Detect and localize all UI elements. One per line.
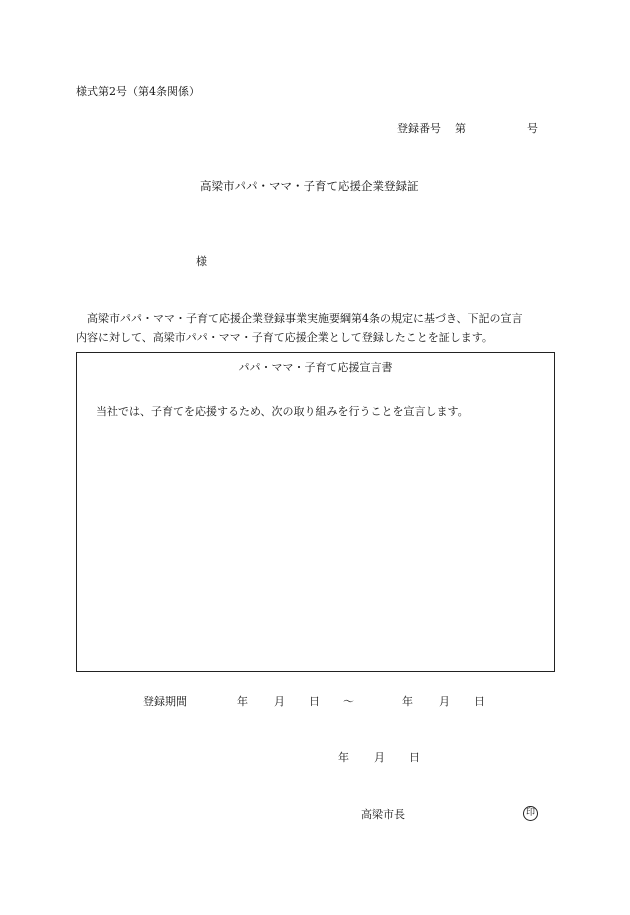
period-separator: ～ <box>343 695 354 708</box>
registration-number-label: 登録番号 <box>397 122 441 135</box>
body-text-line-2: 内容に対して、高梁市パパ・ママ・子育て応援企業として登録したことを証します。 <box>76 331 493 344</box>
period-start-day: 日 <box>309 695 320 708</box>
period-start-year: 年 <box>237 695 248 708</box>
declaration-box <box>76 352 555 672</box>
addressee-suffix: 様 <box>196 255 207 268</box>
mayor-signature-label: 高梁市長 <box>361 808 405 821</box>
registration-number-dai: 第 <box>455 122 466 135</box>
period-start-month: 月 <box>274 695 285 708</box>
declaration-text: 当社では、子育てを応援するため、次の取り組みを行うことを宣言します。 <box>96 405 469 418</box>
period-end-day: 日 <box>474 695 485 708</box>
period-end-month: 月 <box>439 695 450 708</box>
issue-date-day: 日 <box>409 751 420 764</box>
declaration-title: パパ・ママ・子育て応援宣言書 <box>238 361 393 374</box>
body-text-line-1: 高梁市パパ・ママ・子育て応援企業登録事業実施要綱第4条の規定に基づき、下記の宣言 <box>87 312 523 325</box>
form-number: 様式第2号（第4条関係） <box>76 85 200 98</box>
issue-date-month: 月 <box>374 751 385 764</box>
seal-icon: 印 <box>523 806 538 821</box>
certificate-title: 高梁市パパ・ママ・子育て応援企業登録証 <box>200 179 419 193</box>
issue-date-year: 年 <box>338 751 349 764</box>
registration-period-label: 登録期間 <box>143 695 187 708</box>
registration-number-go: 号 <box>527 122 538 135</box>
period-end-year: 年 <box>402 695 413 708</box>
